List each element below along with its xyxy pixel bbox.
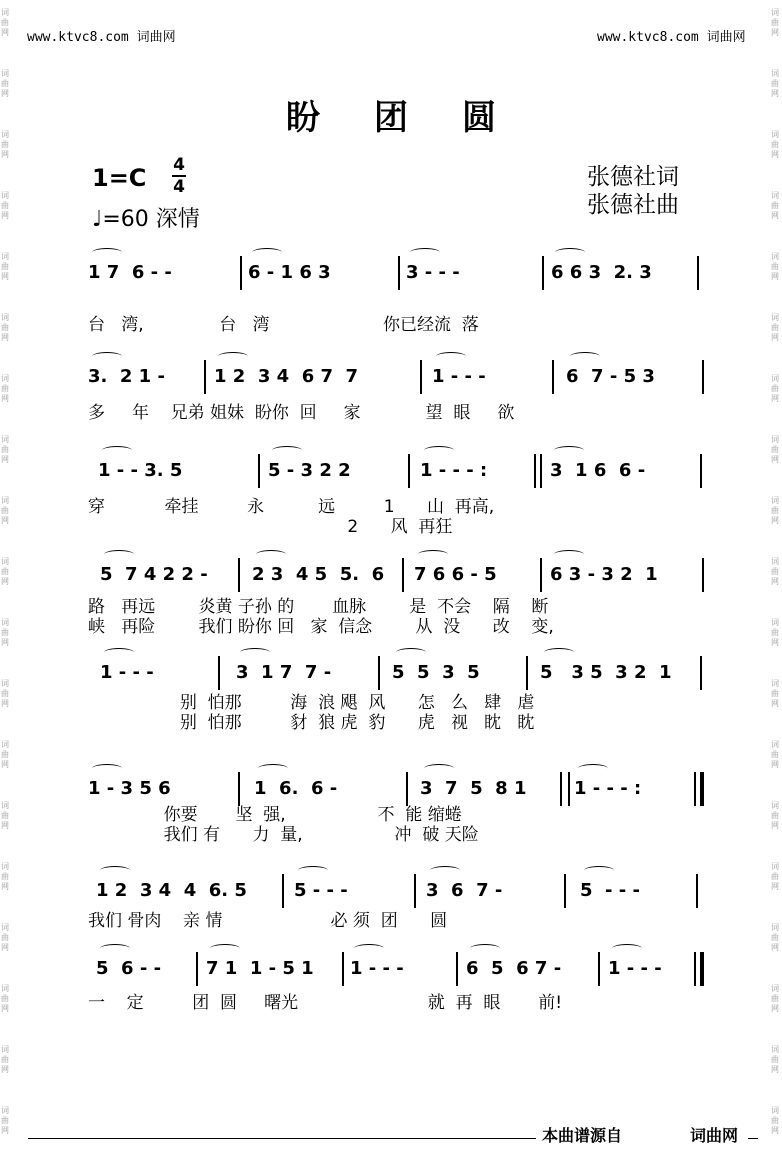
watermark-char: 曲 (771, 689, 779, 698)
watermark-char: 网 (1, 1126, 9, 1135)
lyric-line: 2 风 再狂 (88, 517, 453, 537)
time-signature (172, 156, 186, 196)
barline (702, 360, 704, 394)
barline (540, 454, 542, 488)
measure-notes: 1 - - - : (574, 778, 642, 799)
meter-bottom: 4 (173, 177, 185, 197)
slur-mark (430, 866, 460, 875)
barline (568, 772, 570, 806)
watermark-char: 词 (771, 191, 779, 200)
slur-mark (218, 352, 248, 361)
barline (408, 454, 410, 488)
watermark-char: 网 (771, 882, 779, 891)
watermark-char: 曲 (1, 1055, 9, 1064)
measure-notes: 5 - - - (580, 880, 641, 901)
measure-notes: 1 - - - (432, 366, 486, 387)
barline (694, 952, 696, 986)
watermark-char: 网 (1, 150, 9, 159)
measure-notes: 3 7 5 8 1 (420, 778, 527, 799)
watermark-char: 词 (771, 8, 779, 17)
slur-mark (272, 446, 302, 455)
measure-notes: 1 2 3 4 6 7 7 (214, 366, 359, 387)
watermark-char: 网 (1, 760, 9, 769)
slur-mark (396, 648, 426, 657)
slur-mark (100, 944, 130, 953)
measure-notes: 5 3 5 3 2 1 (540, 662, 672, 683)
barline (378, 656, 380, 690)
measure-notes: 1 - - - (350, 958, 404, 979)
slur-mark (258, 764, 288, 773)
slur-mark (298, 866, 328, 875)
barline (552, 360, 554, 394)
slur-mark (102, 446, 132, 455)
composer-credit: 张德社曲 (587, 192, 679, 218)
barline (700, 772, 704, 806)
lyric-line: 别 怕那 海 浪 飓 风 怎 么 肆 虐 (88, 693, 535, 713)
watermark-char: 词 (771, 130, 779, 139)
slur-mark (418, 550, 448, 559)
watermark-char: 曲 (771, 323, 779, 332)
measure-notes: 6 - 1 6 3 (248, 262, 331, 283)
barline (560, 772, 562, 806)
watermark-char: 词 (1, 435, 9, 444)
barline (196, 952, 198, 986)
watermark-char: 网 (771, 28, 779, 37)
watermark-char: 网 (1, 699, 9, 708)
slur-mark (570, 352, 600, 361)
watermark-char: 词 (771, 1106, 779, 1115)
lyric-line: 峡 再险 我们 盼你 回 家 信念 从 没 改 变, (88, 617, 554, 637)
watermark-char: 词 (1, 557, 9, 566)
watermark-char: 词 (1, 1106, 9, 1115)
measure-notes: 7 1 1 - 5 1 (206, 958, 314, 979)
watermark-char: 词 (771, 740, 779, 749)
barline (700, 656, 702, 690)
slur-mark (100, 866, 130, 875)
lyric-line: 我们 骨肉 亲 情 必 须 团 圆 (88, 911, 448, 931)
slur-mark (554, 550, 584, 559)
lyric-line: 一 定 团 圆 曙光 就 再 眼 前! (88, 993, 563, 1013)
watermark-char: 词 (1, 679, 9, 688)
barline (564, 874, 566, 908)
measure-notes: 6 7 - 5 3 (566, 366, 655, 387)
slur-mark (612, 944, 642, 953)
watermark-char: 曲 (1, 262, 9, 271)
watermark-char: 词 (1, 740, 9, 749)
slur-mark (554, 446, 584, 455)
measure-notes: 1 - - 3. 5 (98, 460, 183, 481)
watermark-char: 曲 (771, 384, 779, 393)
watermark-char: 网 (771, 699, 779, 708)
measure-notes: 7 6 6 - 5 (414, 564, 497, 585)
song-title: 盼团圆 (286, 98, 550, 138)
measure-notes: 1 - - - (608, 958, 662, 979)
footer-rule (28, 1138, 536, 1139)
barline (204, 360, 206, 394)
score-row (88, 564, 704, 594)
barline (696, 874, 698, 908)
barline (534, 454, 536, 488)
watermark-char: 曲 (1, 323, 9, 332)
score-row (88, 262, 704, 292)
watermark-char: 曲 (771, 933, 779, 942)
barline (598, 952, 600, 986)
watermark-char: 网 (771, 821, 779, 830)
watermark-char: 词 (1, 923, 9, 932)
watermark-char: 曲 (771, 1116, 779, 1125)
watermark-char: 词 (771, 252, 779, 261)
measure-notes: 5 5 3 5 (392, 662, 480, 683)
barline (414, 874, 416, 908)
lyric-line: 你要 坚 强, 不 能 缩蜷 (88, 805, 462, 825)
watermark-char: 网 (771, 943, 779, 952)
watermark-char: 网 (771, 89, 779, 98)
watermark-char: 词 (1, 1045, 9, 1054)
watermark-char: 词 (771, 496, 779, 505)
watermark-char: 网 (771, 1065, 779, 1074)
lyric-line: 别 怕那 豺 狼 虎 豹 虎 视 眈 眈 (88, 713, 535, 733)
slur-mark (410, 248, 440, 257)
footer-source: 本曲谱源自 (542, 1126, 623, 1145)
watermark-char: 曲 (771, 750, 779, 759)
score-row (88, 366, 704, 396)
watermark-char: 曲 (1, 750, 9, 759)
watermark-char: 网 (1, 394, 9, 403)
watermark-char: 词 (771, 618, 779, 627)
measure-notes: 6 3 - 3 2 1 (550, 564, 658, 585)
slur-mark (92, 248, 122, 257)
barline (240, 256, 242, 290)
slur-mark (104, 550, 134, 559)
watermark-char: 词 (1, 496, 9, 505)
watermark-char: 曲 (771, 811, 779, 820)
watermark-char: 网 (771, 272, 779, 281)
watermark-char: 词 (771, 862, 779, 871)
slur-mark (470, 944, 500, 953)
watermark-char: 曲 (771, 872, 779, 881)
watermark-char: 网 (771, 1126, 779, 1135)
measure-notes: 1 - 3 5 6 (88, 778, 171, 799)
measure-notes: 6 6 3 2. 3 (551, 262, 652, 283)
score-row (88, 460, 704, 490)
watermark-char: 词 (1, 130, 9, 139)
watermark-char: 曲 (1, 18, 9, 27)
barline (700, 454, 702, 488)
watermark-char: 曲 (771, 445, 779, 454)
watermark-char: 网 (1, 1004, 9, 1013)
barline (398, 256, 400, 290)
watermark-char: 网 (771, 760, 779, 769)
slur-mark (256, 550, 286, 559)
key-signature: 1=C (92, 164, 147, 192)
barline (700, 952, 704, 986)
barline (282, 874, 284, 908)
watermark-char: 词 (1, 801, 9, 810)
watermark-char: 网 (771, 516, 779, 525)
watermark-char: 词 (1, 374, 9, 383)
watermark-char: 网 (771, 455, 779, 464)
measure-notes: 5 - - - (294, 880, 348, 901)
measure-notes: 3 - - - (406, 262, 460, 283)
watermark-char: 曲 (1, 628, 9, 637)
barline (694, 772, 696, 806)
barline (238, 558, 240, 592)
watermark-char: 曲 (1, 933, 9, 942)
watermark-char: 曲 (771, 567, 779, 576)
barline (697, 256, 699, 290)
slur-mark (92, 764, 122, 773)
watermark-char: 网 (771, 638, 779, 647)
measure-notes: 2 3 4 5 5. 6 (252, 564, 385, 585)
watermark-char: 词 (1, 69, 9, 78)
measure-notes: 1 7 6 - - (88, 262, 172, 283)
slur-mark (424, 446, 454, 455)
watermark-char: 曲 (771, 628, 779, 637)
barline (526, 656, 528, 690)
barline (702, 558, 704, 592)
measure-notes: 1 - - - : (420, 460, 488, 481)
watermark-char: 曲 (771, 201, 779, 210)
watermark-char: 网 (771, 1004, 779, 1013)
measure-notes: 5 7 4 2 2 - (100, 564, 208, 585)
lyric-line: 台 湾, 台 湾 你已经流 落 (88, 315, 479, 335)
watermark-char: 网 (1, 28, 9, 37)
measure-notes: 5 6 - - (96, 958, 162, 979)
score-row (88, 958, 704, 988)
lyric-line: 穿 牵挂 永 远 1 山 再高, (88, 497, 495, 517)
watermark-char: 网 (1, 333, 9, 342)
lyric-line: 多 年 兄弟 姐妹 盼你 回 家 望 眼 欲 (88, 403, 515, 423)
watermark-char: 曲 (771, 994, 779, 1003)
watermark-char: 曲 (1, 384, 9, 393)
watermark-char: 词 (1, 191, 9, 200)
watermark-char: 网 (1, 211, 9, 220)
barline (402, 558, 404, 592)
left-watermark-strip (0, 0, 12, 1169)
watermark-char: 词 (1, 252, 9, 261)
measure-notes: 1 - - - (100, 662, 154, 683)
watermark-char: 曲 (1, 79, 9, 88)
watermark-char: 词 (771, 557, 779, 566)
barline (258, 454, 260, 488)
slur-mark (424, 764, 454, 773)
measure-notes: 3 1 7 7 - (236, 662, 332, 683)
watermark-char: 网 (1, 638, 9, 647)
watermark-char: 网 (1, 1065, 9, 1074)
watermark-char: 词 (771, 679, 779, 688)
slur-mark (578, 764, 608, 773)
watermark-char: 曲 (771, 79, 779, 88)
barline (342, 952, 344, 986)
watermark-char: 网 (771, 211, 779, 220)
watermark-char: 曲 (1, 140, 9, 149)
watermark-char: 网 (1, 455, 9, 464)
watermark-char: 词 (1, 8, 9, 17)
measure-notes: 1 2 3 4 4 6. 5 (96, 880, 247, 901)
barline (540, 558, 542, 592)
barline (456, 952, 458, 986)
header-site-right: www.ktvc8.com 词曲网 (597, 30, 746, 45)
slur-mark (252, 248, 282, 257)
watermark-char: 网 (771, 577, 779, 586)
measure-notes: 3. 2 1 - (88, 366, 165, 387)
watermark-char: 网 (771, 333, 779, 342)
watermark-char: 曲 (771, 18, 779, 27)
barline (542, 256, 544, 290)
watermark-char: 曲 (1, 445, 9, 454)
slur-mark (555, 248, 585, 257)
slur-mark (436, 352, 466, 361)
watermark-char: 曲 (1, 994, 9, 1003)
watermark-char: 曲 (771, 262, 779, 271)
lyricist-credit: 张德社词 (587, 164, 679, 190)
watermark-char: 词 (771, 923, 779, 932)
watermark-char: 词 (771, 984, 779, 993)
footer-rule-end (748, 1138, 758, 1139)
watermark-char: 曲 (1, 201, 9, 210)
watermark-char: 曲 (1, 689, 9, 698)
slur-mark (544, 648, 574, 657)
measure-notes: 5 - 3 2 2 (268, 460, 351, 481)
watermark-char: 网 (1, 89, 9, 98)
slur-mark (92, 352, 122, 361)
watermark-char: 网 (1, 882, 9, 891)
slur-mark (210, 944, 240, 953)
watermark-char: 词 (771, 1045, 779, 1054)
watermark-char: 网 (1, 272, 9, 281)
watermark-char: 曲 (1, 567, 9, 576)
watermark-char: 网 (1, 821, 9, 830)
watermark-char: 曲 (1, 811, 9, 820)
tempo-marking: ♩=60 深情 (92, 207, 200, 232)
lyric-line: 路 再远 炎黄 子孙 的 血脉 是 不会 隔 断 (88, 597, 549, 617)
meter-top: 4 (173, 155, 185, 175)
watermark-char: 网 (771, 150, 779, 159)
watermark-char: 曲 (1, 506, 9, 515)
watermark-char: 词 (1, 313, 9, 322)
watermark-char: 词 (771, 801, 779, 810)
watermark-char: 曲 (771, 506, 779, 515)
measure-notes: 6 5 6 7 - (466, 958, 562, 979)
right-watermark-strip (770, 0, 782, 1169)
slur-mark (354, 944, 384, 953)
watermark-char: 网 (1, 577, 9, 586)
lyric-line: 我们 有 力 量, 冲 破 天险 (88, 825, 479, 845)
measure-notes: 3 1 6 6 - (550, 460, 646, 481)
barline (420, 360, 422, 394)
watermark-char: 词 (771, 69, 779, 78)
header-site-left: www.ktvc8.com 词曲网 (27, 30, 176, 45)
slur-mark (104, 648, 134, 657)
watermark-char: 词 (1, 984, 9, 993)
measure-notes: 1 6. 6 - (254, 778, 338, 799)
watermark-char: 词 (1, 862, 9, 871)
watermark-char: 曲 (1, 872, 9, 881)
watermark-char: 网 (771, 394, 779, 403)
watermark-char: 曲 (771, 140, 779, 149)
barline (218, 656, 220, 690)
watermark-char: 网 (1, 516, 9, 525)
slur-mark (240, 648, 270, 657)
measure-notes: 3 6 7 - (426, 880, 503, 901)
watermark-char: 曲 (1, 1116, 9, 1125)
footer-site: 词曲网 (690, 1126, 739, 1145)
slur-mark (584, 866, 614, 875)
watermark-char: 词 (1, 618, 9, 627)
watermark-char: 曲 (771, 1055, 779, 1064)
watermark-char: 词 (771, 374, 779, 383)
watermark-char: 词 (771, 313, 779, 322)
watermark-char: 词 (771, 435, 779, 444)
watermark-char: 网 (1, 943, 9, 952)
